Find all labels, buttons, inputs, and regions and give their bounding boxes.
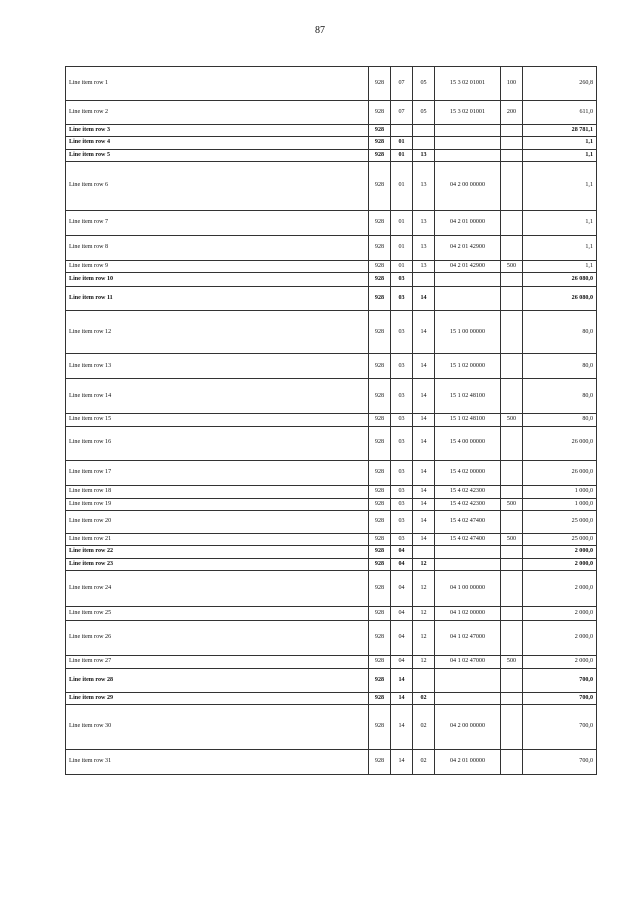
row-amount: 2 000,0 [523, 570, 597, 606]
row-name: Line item row 8 [66, 235, 369, 260]
table-row [66, 161, 597, 210]
row-razdel-code: 03 [391, 414, 413, 426]
row-podrazdel-code: 02 [413, 705, 435, 750]
table-row [66, 485, 597, 498]
table-row [66, 379, 597, 414]
row-razdel-code: 03 [391, 311, 413, 354]
row-expense-type-code: 100 [501, 67, 523, 101]
row-expense-type-code [501, 311, 523, 354]
table-row [66, 287, 597, 311]
row-name: Line item row 2 [66, 101, 369, 125]
row-amount: 2 000,0 [523, 558, 597, 570]
row-expense-type-code [501, 705, 523, 750]
row-expense-type-code: 500 [501, 533, 523, 545]
table-row [66, 558, 597, 570]
row-expense-type-code [501, 510, 523, 533]
row-amount: 1,1 [523, 149, 597, 161]
row-podrazdel-code [413, 137, 435, 149]
row-podrazdel-code [413, 668, 435, 692]
row-amount: 80,0 [523, 354, 597, 379]
row-vedomstvo-code: 928 [369, 414, 391, 426]
row-expense-type-code [501, 287, 523, 311]
row-expense-type-code [501, 161, 523, 210]
row-podrazdel-code: 13 [413, 161, 435, 210]
row-vedomstvo-code: 928 [369, 161, 391, 210]
row-vedomstvo-code: 928 [369, 273, 391, 287]
row-target-article-code: 15 4 02 00000 [435, 460, 501, 485]
row-name: Line item row 21 [66, 533, 369, 545]
row-vedomstvo-code: 928 [369, 705, 391, 750]
row-razdel-code: 07 [391, 67, 413, 101]
row-razdel-code: 03 [391, 287, 413, 311]
row-name: Line item row 20 [66, 510, 369, 533]
row-name: Line item row 29 [66, 692, 369, 704]
row-razdel-code: 04 [391, 546, 413, 558]
row-razdel-code: 03 [391, 498, 413, 510]
row-razdel-code: 01 [391, 210, 413, 235]
row-razdel-code: 03 [391, 485, 413, 498]
table-row [66, 546, 597, 558]
row-expense-type-code [501, 149, 523, 161]
row-podrazdel-code: 14 [413, 485, 435, 498]
row-expense-type-code [501, 692, 523, 704]
row-vedomstvo-code: 928 [369, 558, 391, 570]
row-vedomstvo-code: 928 [369, 546, 391, 558]
row-vedomstvo-code: 928 [369, 510, 391, 533]
row-target-article-code: 04 2 01 42900 [435, 235, 501, 260]
row-podrazdel-code: 14 [413, 533, 435, 545]
row-vedomstvo-code: 928 [369, 655, 391, 668]
row-expense-type-code [501, 606, 523, 620]
table-row [66, 705, 597, 750]
row-podrazdel-code: 14 [413, 414, 435, 426]
row-amount: 80,0 [523, 414, 597, 426]
row-name: Line item row 25 [66, 606, 369, 620]
row-expense-type-code [501, 210, 523, 235]
row-target-article-code [435, 273, 501, 287]
row-amount: 1,1 [523, 260, 597, 272]
row-razdel-code: 03 [391, 379, 413, 414]
row-podrazdel-code [413, 273, 435, 287]
row-target-article-code: 15 4 00 00000 [435, 426, 501, 460]
row-expense-type-code [501, 668, 523, 692]
row-podrazdel-code: 14 [413, 287, 435, 311]
row-expense-type-code [501, 354, 523, 379]
row-razdel-code: 04 [391, 558, 413, 570]
row-amount: 26 080,0 [523, 287, 597, 311]
row-razdel-code: 07 [391, 101, 413, 125]
row-expense-type-code [501, 235, 523, 260]
row-razdel-code: 04 [391, 620, 413, 655]
row-target-article-code: 15 1 00 00000 [435, 311, 501, 354]
row-amount: 26 080,0 [523, 273, 597, 287]
row-razdel-code: 14 [391, 705, 413, 750]
row-target-article-code: 15 1 02 00000 [435, 354, 501, 379]
row-amount: 2 000,0 [523, 655, 597, 668]
table-row [66, 668, 597, 692]
row-vedomstvo-code: 928 [369, 311, 391, 354]
row-podrazdel-code: 14 [413, 460, 435, 485]
row-expense-type-code [501, 137, 523, 149]
row-target-article-code [435, 546, 501, 558]
row-amount: 25 000,0 [523, 533, 597, 545]
row-amount: 28 781,1 [523, 125, 597, 137]
row-vedomstvo-code: 928 [369, 620, 391, 655]
row-expense-type-code [501, 546, 523, 558]
table-row [66, 137, 597, 149]
table-row [66, 533, 597, 545]
row-expense-type-code [501, 485, 523, 498]
row-target-article-code [435, 668, 501, 692]
row-name: Line item row 14 [66, 379, 369, 414]
row-vedomstvo-code: 928 [369, 379, 391, 414]
table-row [66, 125, 597, 137]
row-vedomstvo-code: 928 [369, 287, 391, 311]
row-target-article-code: 15 4 02 42300 [435, 498, 501, 510]
row-razdel-code: 04 [391, 606, 413, 620]
row-expense-type-code [501, 558, 523, 570]
table-row [66, 498, 597, 510]
row-expense-type-code [501, 379, 523, 414]
row-amount: 26 000,0 [523, 426, 597, 460]
row-razdel-code: 03 [391, 426, 413, 460]
table-row [66, 510, 597, 533]
row-razdel-code: 03 [391, 273, 413, 287]
row-podrazdel-code [413, 546, 435, 558]
row-razdel-code: 04 [391, 655, 413, 668]
row-expense-type-code [501, 125, 523, 137]
row-target-article-code: 15 1 02 48100 [435, 379, 501, 414]
row-target-article-code: 04 2 00 00000 [435, 705, 501, 750]
row-amount: 1,1 [523, 210, 597, 235]
row-target-article-code [435, 287, 501, 311]
row-podrazdel-code: 05 [413, 101, 435, 125]
row-target-article-code: 04 1 02 00000 [435, 606, 501, 620]
table-row [66, 460, 597, 485]
row-target-article-code: 04 1 02 47000 [435, 655, 501, 668]
row-razdel-code: 03 [391, 354, 413, 379]
row-vedomstvo-code: 928 [369, 570, 391, 606]
row-name: Line item row 18 [66, 485, 369, 498]
row-expense-type-code: 200 [501, 101, 523, 125]
row-target-article-code: 04 2 01 00000 [435, 750, 501, 775]
row-razdel-code: 03 [391, 510, 413, 533]
row-razdel-code: 01 [391, 149, 413, 161]
row-target-article-code: 04 2 01 00000 [435, 210, 501, 235]
table-row [66, 414, 597, 426]
row-expense-type-code: 500 [501, 260, 523, 272]
budget-table [65, 66, 597, 775]
table-row [66, 750, 597, 775]
row-vedomstvo-code: 928 [369, 460, 391, 485]
row-razdel-code: 14 [391, 750, 413, 775]
row-amount: 700,0 [523, 705, 597, 750]
table-row [66, 273, 597, 287]
row-name: Line item row 11 [66, 287, 369, 311]
row-podrazdel-code: 14 [413, 311, 435, 354]
row-target-article-code: 15 1 02 48100 [435, 414, 501, 426]
row-podrazdel-code: 12 [413, 620, 435, 655]
row-target-article-code: 15 3 02 01001 [435, 67, 501, 101]
row-amount: 260,8 [523, 67, 597, 101]
row-name: Line item row 19 [66, 498, 369, 510]
row-vedomstvo-code: 928 [369, 354, 391, 379]
row-expense-type-code: 500 [501, 414, 523, 426]
row-target-article-code [435, 149, 501, 161]
row-target-article-code [435, 692, 501, 704]
row-name: Line item row 27 [66, 655, 369, 668]
row-podrazdel-code: 13 [413, 260, 435, 272]
row-amount: 26 000,0 [523, 460, 597, 485]
row-podrazdel-code: 14 [413, 498, 435, 510]
row-name: Line item row 24 [66, 570, 369, 606]
row-name: Line item row 17 [66, 460, 369, 485]
row-amount: 80,0 [523, 311, 597, 354]
row-expense-type-code: 500 [501, 498, 523, 510]
row-podrazdel-code: 12 [413, 570, 435, 606]
row-razdel-code: 01 [391, 260, 413, 272]
row-expense-type-code [501, 426, 523, 460]
row-razdel-code: 04 [391, 570, 413, 606]
row-podrazdel-code: 12 [413, 606, 435, 620]
row-vedomstvo-code: 928 [369, 498, 391, 510]
row-name: Line item row 28 [66, 668, 369, 692]
row-podrazdel-code: 13 [413, 235, 435, 260]
row-razdel-code: 01 [391, 137, 413, 149]
row-razdel-code: 03 [391, 460, 413, 485]
row-amount: 80,0 [523, 379, 597, 414]
row-name: Line item row 9 [66, 260, 369, 272]
row-amount: 611,0 [523, 101, 597, 125]
row-vedomstvo-code: 928 [369, 485, 391, 498]
row-vedomstvo-code: 928 [369, 533, 391, 545]
row-vedomstvo-code: 928 [369, 210, 391, 235]
row-amount: 25 000,0 [523, 510, 597, 533]
row-podrazdel-code: 13 [413, 210, 435, 235]
row-amount: 1 000,0 [523, 485, 597, 498]
row-name: Line item row 22 [66, 546, 369, 558]
row-name: Line item row 3 [66, 125, 369, 137]
row-amount: 700,0 [523, 750, 597, 775]
row-name: Line item row 4 [66, 137, 369, 149]
row-vedomstvo-code: 928 [369, 606, 391, 620]
table-row [66, 149, 597, 161]
row-name: Line item row 23 [66, 558, 369, 570]
table-row [66, 354, 597, 379]
row-podrazdel-code: 02 [413, 692, 435, 704]
row-name: Line item row 12 [66, 311, 369, 354]
row-podrazdel-code: 05 [413, 67, 435, 101]
page-number: 87 [315, 25, 325, 36]
row-target-article-code: 15 4 02 47400 [435, 510, 501, 533]
row-target-article-code: 04 1 00 00000 [435, 570, 501, 606]
row-target-article-code: 15 4 02 47400 [435, 533, 501, 545]
row-target-article-code: 04 2 00 00000 [435, 161, 501, 210]
row-name: Line item row 10 [66, 273, 369, 287]
row-razdel-code: 01 [391, 235, 413, 260]
table-row [66, 235, 597, 260]
table-row [66, 620, 597, 655]
row-vedomstvo-code: 928 [369, 137, 391, 149]
row-amount: 700,0 [523, 668, 597, 692]
table-row [66, 606, 597, 620]
table-row [66, 210, 597, 235]
row-expense-type-code [501, 273, 523, 287]
table-row [66, 655, 597, 668]
row-target-article-code [435, 137, 501, 149]
table-row [66, 570, 597, 606]
row-amount: 2 000,0 [523, 620, 597, 655]
row-razdel-code: 01 [391, 161, 413, 210]
row-target-article-code [435, 558, 501, 570]
table-row [66, 101, 597, 125]
row-vedomstvo-code: 928 [369, 125, 391, 137]
row-expense-type-code [501, 620, 523, 655]
row-name: Line item row 26 [66, 620, 369, 655]
row-podrazdel-code: 14 [413, 354, 435, 379]
row-amount: 2 000,0 [523, 606, 597, 620]
row-name: Line item row 13 [66, 354, 369, 379]
row-razdel-code: 14 [391, 692, 413, 704]
row-vedomstvo-code: 928 [369, 260, 391, 272]
row-target-article-code [435, 125, 501, 137]
row-expense-type-code [501, 750, 523, 775]
row-podrazdel-code: 14 [413, 426, 435, 460]
row-target-article-code: 15 3 02 01001 [435, 101, 501, 125]
table-row [66, 67, 597, 101]
row-podrazdel-code: 14 [413, 379, 435, 414]
row-vedomstvo-code: 928 [369, 149, 391, 161]
row-name: Line item row 30 [66, 705, 369, 750]
row-name: Line item row 31 [66, 750, 369, 775]
row-name: Line item row 1 [66, 67, 369, 101]
row-amount: 1,1 [523, 235, 597, 260]
row-podrazdel-code: 02 [413, 750, 435, 775]
row-amount: 1,1 [523, 137, 597, 149]
row-target-article-code: 04 2 01 42900 [435, 260, 501, 272]
row-podrazdel-code [413, 125, 435, 137]
table-row [66, 692, 597, 704]
row-amount: 700,0 [523, 692, 597, 704]
row-vedomstvo-code: 928 [369, 750, 391, 775]
row-vedomstvo-code: 928 [369, 101, 391, 125]
row-name: Line item row 7 [66, 210, 369, 235]
table-row [66, 260, 597, 272]
row-amount: 1,1 [523, 161, 597, 210]
row-name: Line item row 6 [66, 161, 369, 210]
row-podrazdel-code: 12 [413, 655, 435, 668]
row-vedomstvo-code: 928 [369, 692, 391, 704]
table-row [66, 426, 597, 460]
row-expense-type-code [501, 460, 523, 485]
row-podrazdel-code: 13 [413, 149, 435, 161]
row-podrazdel-code: 14 [413, 510, 435, 533]
row-vedomstvo-code: 928 [369, 668, 391, 692]
row-amount: 1 000,0 [523, 498, 597, 510]
row-razdel-code [391, 125, 413, 137]
row-razdel-code: 03 [391, 533, 413, 545]
row-amount: 2 000,0 [523, 546, 597, 558]
row-name: Line item row 15 [66, 414, 369, 426]
row-podrazdel-code: 12 [413, 558, 435, 570]
row-name: Line item row 16 [66, 426, 369, 460]
row-target-article-code: 15 4 02 42300 [435, 485, 501, 498]
row-expense-type-code: 500 [501, 655, 523, 668]
row-name: Line item row 5 [66, 149, 369, 161]
row-expense-type-code [501, 570, 523, 606]
row-razdel-code: 14 [391, 668, 413, 692]
row-vedomstvo-code: 928 [369, 235, 391, 260]
row-vedomstvo-code: 928 [369, 426, 391, 460]
table-row [66, 311, 597, 354]
row-target-article-code: 04 1 02 47000 [435, 620, 501, 655]
row-vedomstvo-code: 928 [369, 67, 391, 101]
